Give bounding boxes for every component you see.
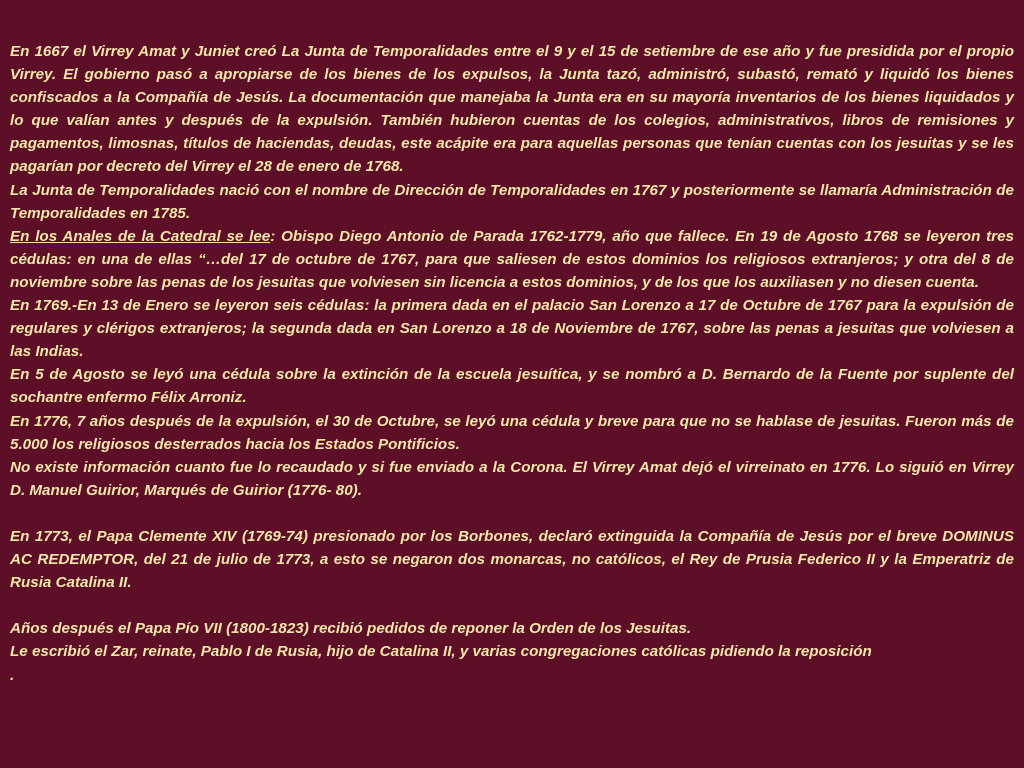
slide-body-text	[10, 40, 1014, 687]
paragraph-zar-pablo: Le escribió el Zar, reinate, Pablo I de Rusia, hijo de Catalina II, y varias congregaciones católicas pidiendo la reposición	[10, 643, 872, 661]
paragraph-pio-vii: Años después el Papa Pío VII (1800-1823) recibió pedidos de reponer la Orden de los Jesuitas.	[10, 620, 692, 638]
anales-heading-underlined: En los Anales de la Catedral se lee	[10, 227, 271, 245]
paragraph-junta-creation: En 1667 el Virrey Amat y Juniet creó La Junta de Temporalidades entre el 9 y el 15 de setiembre de ese año y fue presidida por el propio Virrey. El gobierno pasó a apropiarse de los bienes de los expulsos, la Junta tazó, administró, subastó, remató y liquidó los bienes confiscados a la Compañía de Jesús. La documentación que manejaba la Junta era en su mayoría inventarios de los bienes liquidados y lo que valían antes y después de la expulsión. También hubieron cuentas de los colegios, administrativos, libros de remisiones y pagamentos, limosnas, títulos de haciendas, deudas, este acápite era para aquellas personas que tenían cuentas con los jesuitas y se les pagarían por decreto del Virrey el 28 de enero de 1768.	[10, 43, 1014, 176]
paragraph-clemente-xiv: En 1773, el Papa Clemente XIV (1769-74) presionado por los Borbones, declaró extinguida la Compañía de Jesús por el breve DOMINUS AC REDEMPTOR, del 21 de julio de 1773, a esto se negaron dos monarcas, no católicos, el Rey de Prusia Federico II y la Emperatriz de Rusia Catalina II.	[10, 527, 1014, 592]
paragraph-1769-cedulas: En 1769.-En 13 de Enero se leyeron seis cédulas: la primera dada en el palacio San Lorenzo a 17 de Octubre de 1767 para la expulsión de regulares y clérigos extranjeros; la segunda dada en San Lorenzo a 18 de Noviembre de 1767, sobre las penas a jesuitas que volviesen a las Indias.	[10, 297, 1014, 361]
paragraph-spacer	[10, 502, 1014, 525]
paragraph-trailing-period: .	[10, 666, 15, 684]
paragraph-spacer	[10, 594, 1014, 617]
paragraph-agosto-cedula: En 5 de Agosto se leyó una cédula sobre la extinción de la escuela jesuítica, y se nombró a D. Bernardo de la Fuente por suplente del sochantre enfermo Félix Arroniz.	[10, 366, 1014, 407]
paragraph-recaudacion: No existe información cuanto fue lo recaudado y si fue enviado a la Corona. El Virrey Amat dejó el virreinato en 1776. Lo siguió en Virrey D. Manuel Guirior, Marqués de Guirior (1776- 80).	[10, 458, 1014, 499]
paragraph-anales-catedral	[10, 225, 1014, 294]
anales-text: : Obispo Diego Antonio de Parada 1762-1779, año que fallece. En 19 de Agosto 1768 se leyeron tres cédulas: en una de ellas “…del 17 de octubre de 1767, para que saliesen de estos dominios los religiosos extranjeros; y otra del 8 de noviembre sobre las penas de los jesuitas que volviesen sin licencia a estos dominios, y de los que los auxiliasen y no diesen cuenta.	[10, 227, 1014, 291]
paragraph-1776-cedula: En 1776, 7 años después de la expulsión, el 30 de Octubre, se leyó una cédula y breve para que no se hablase de jesuitas. Fueron más de 5.000 los religiosos desterrados hacia los Estados Pontificios.	[10, 412, 1014, 453]
paragraph-junta-naming: La Junta de Temporalidades nació con el nombre de Dirección de Temporalidades en 1767 y posteriormente se llamaría Administración de Temporalidades en 1785.	[10, 181, 1014, 222]
